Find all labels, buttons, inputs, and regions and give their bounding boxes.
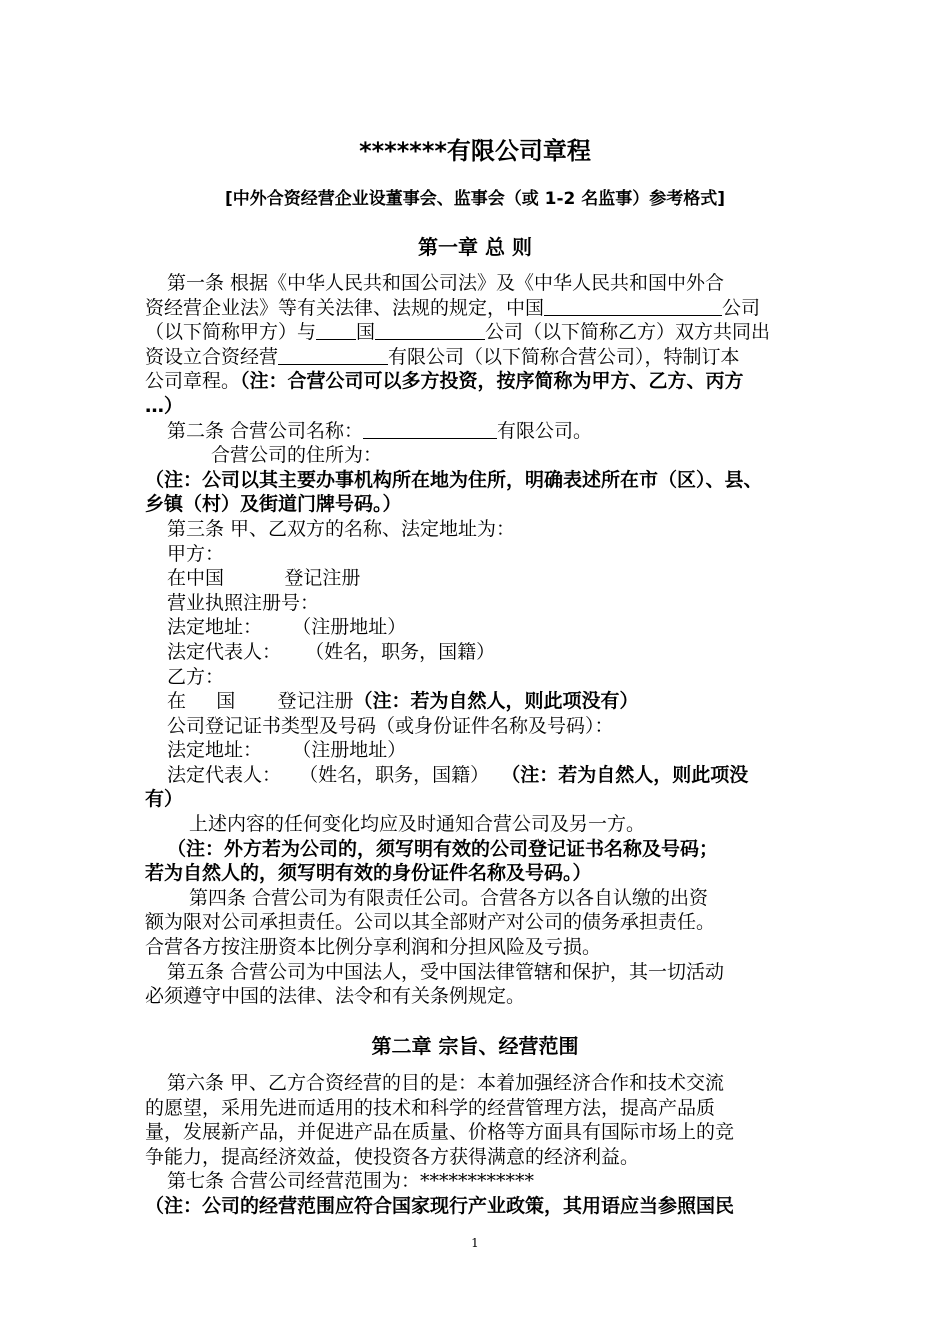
document-title: *******有限公司章程 xyxy=(359,137,591,165)
document-subtitle: [中外合资经营企业设董事会、监事会（或 1-2 名监事）参考格式] xyxy=(224,189,726,209)
article-2-note-2: 乡镇（村）及街道门牌号码。） xyxy=(145,493,402,516)
article-7-line-1: 第七条 合营公司经营范围为：************ xyxy=(167,1170,535,1193)
article-2-line-2: 合营公司的住所为： xyxy=(211,444,383,467)
chapter-2-body xyxy=(145,1071,825,1219)
article-6-line-3: 量，发展新产品，并促进产品在质量、价格等方面具有国际市场上的竞 xyxy=(145,1121,735,1144)
text: 公司（以下简称乙方）双方共同出 xyxy=(485,321,771,344)
article-3-change-notice: 上述内容的任何变化均应及时通知合营公司及另一方。 xyxy=(189,813,646,836)
article-5-line-2: 必须遵守中国的法律、法令和有关条例规定。 xyxy=(145,985,526,1008)
blank-line xyxy=(375,321,485,340)
text: 法定代表人： （姓名，职务，国籍） xyxy=(167,763,490,786)
article-3-party-b: 乙方： xyxy=(167,665,225,688)
page-number: 1 xyxy=(471,1236,479,1250)
article-2-note-1: （注：公司以其主要办事机构所在地为住所，明确表述所在市（区）、县、 xyxy=(145,468,763,491)
text: 有限公司（以下简称合营公司），特制订本 xyxy=(388,345,740,368)
article-3-license: 营业执照注册号： xyxy=(167,591,320,614)
article-7-note: （注：公司的经营范围应符合国家现行产业政策，其用语应当参照国民 xyxy=(145,1194,735,1217)
article-4-line-1: 第四条 合营公司为有限责任公司。合营各方以各自认缴的出资 xyxy=(189,886,709,909)
article-3-rep-b-note-cont: 有） xyxy=(145,788,184,811)
article-4-line-2: 额为限对公司承担责任。公司以其全部财产对公司的债务承担责任。 xyxy=(145,911,716,934)
text: 资经营企业法》等有关法律、法规的规定，中国 xyxy=(145,296,545,319)
article-1-line-2 xyxy=(145,296,825,321)
blank-line xyxy=(316,321,356,340)
article-1-line-6: …） xyxy=(145,394,184,417)
note-text: （注：若为自然人，则此项没 xyxy=(501,763,749,786)
blank-line xyxy=(278,346,388,365)
article-3-note-2: 若为自然人的，须写明有效的身份证件名称及号码。） xyxy=(145,862,592,885)
article-1-line-1: 第一条 根据《中华人民共和国公司法》及《中华人民共和国中外合 xyxy=(167,272,725,294)
article-3-registered-china: 在中国 登记注册 xyxy=(167,567,361,590)
text: 在 国 登记注册 xyxy=(167,690,354,713)
text: 公司章程。 xyxy=(145,370,241,393)
article-3-address-a: 法定地址： （注册地址） xyxy=(167,616,407,639)
article-6-line-4: 争能力，提高经济效益，使投资各方获得满意的经济利益。 xyxy=(145,1145,640,1168)
article-3-line-1: 第三条 甲、乙双方的名称、法定地址为： xyxy=(167,517,516,540)
note-text: （注：合营公司可以多方投资，按序简称为甲方、乙方、丙方 xyxy=(240,370,744,393)
article-3-rep-a: 法定代表人： （姓名，职务，国籍） xyxy=(167,640,496,663)
chapter-1-heading: 第一章 总 则 xyxy=(418,235,532,259)
article-3-certificate: 公司登记证书类型及号码（或身份证件名称及号码）： xyxy=(167,714,614,737)
article-4-line-3: 合营各方按注册资本比例分享利润和分担风险及亏损。 xyxy=(145,936,602,959)
chapter-2-heading: 第二章 宗旨、经营范围 xyxy=(371,1034,579,1058)
text: 有限公司。 xyxy=(497,419,593,442)
article-6-line-2: 的愿望，采用先进而适用的技术和科学的经营管理方法，提高产品质 xyxy=(145,1096,716,1119)
blank-line xyxy=(544,297,722,316)
note-text: （注：若为自然人，则此项没有） xyxy=(353,690,639,713)
text: 公司 xyxy=(722,296,761,319)
article-1-line-4 xyxy=(145,345,825,370)
article-3-address-b: 法定地址： （注册地址） xyxy=(167,739,407,762)
text: 第二条 合营公司名称： xyxy=(167,419,364,442)
article-1-line-5 xyxy=(145,369,825,394)
article-2-line-1 xyxy=(145,419,825,444)
article-6-line-1: 第六条 甲、乙方合资经营的目的是：本着加强经济合作和技术交流 xyxy=(167,1072,725,1094)
text: （以下简称甲方）与 xyxy=(145,321,317,344)
article-5-line-1: 第五条 合营公司为中国法人，受中国法律管辖和保护，其一切活动 xyxy=(167,960,725,983)
text: 资设立合资经营 xyxy=(145,345,279,368)
blank-line xyxy=(363,420,497,439)
text: 国 xyxy=(356,321,376,344)
chapter-1-body xyxy=(145,271,825,1009)
article-1-line-3 xyxy=(145,320,825,345)
article-3-party-a: 甲方： xyxy=(167,542,225,565)
article-3-rep-b xyxy=(145,763,825,788)
article-3-note-1: （注：外方若为公司的，须写明有效的公司登记证书名称及号码； xyxy=(167,837,719,860)
article-3-registered-foreign xyxy=(145,689,825,714)
